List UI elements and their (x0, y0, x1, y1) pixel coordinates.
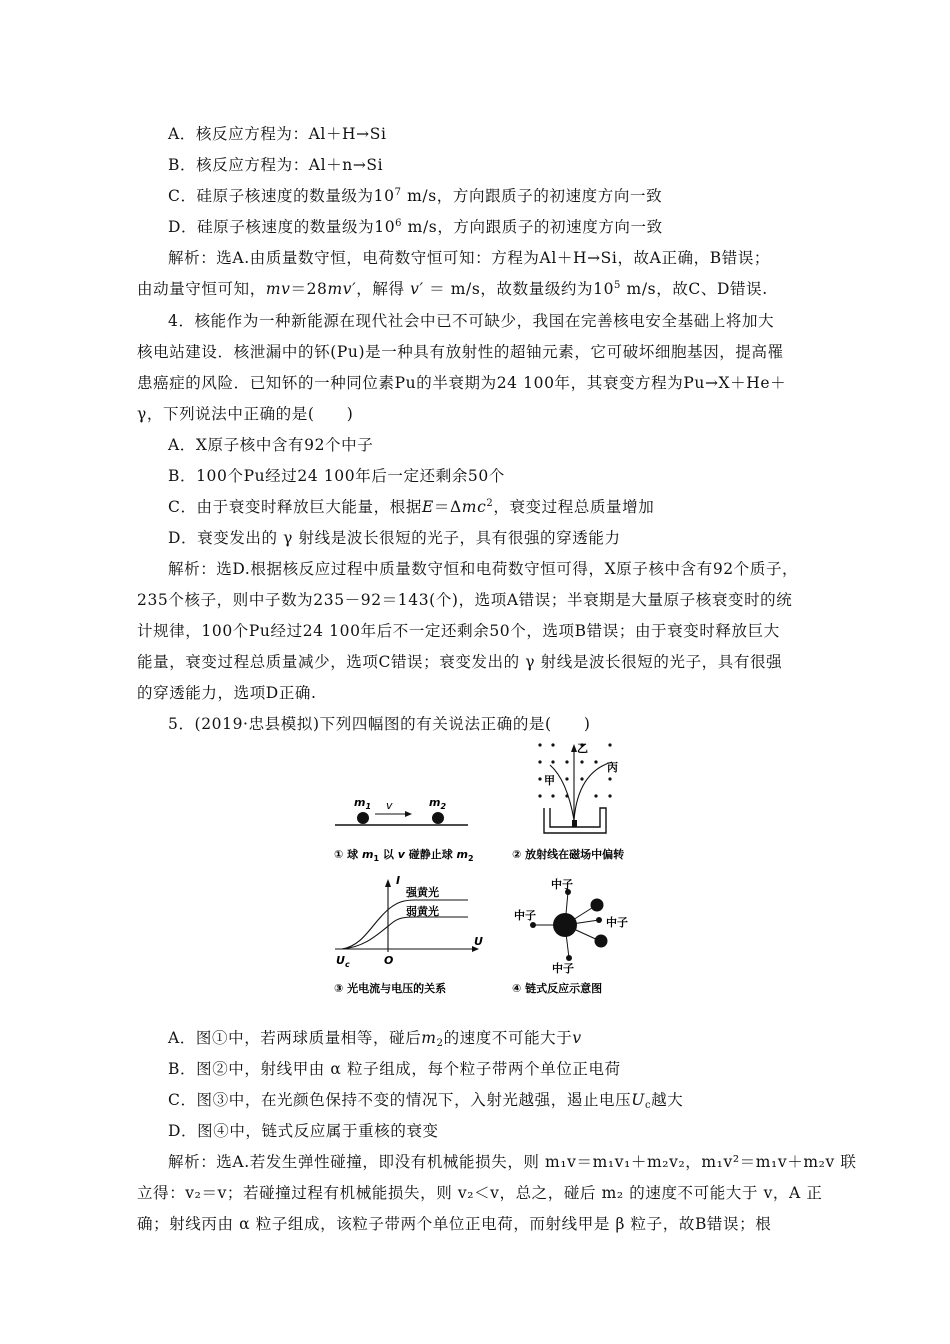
q3-answer-line-1: 解析：选A.由质量数守恒，电荷数守恒可知：方程为Al＋H→Si，故A正确，B错误； (168, 249, 771, 267)
q5-stem: 5．(2019·忠县模拟)下列四幅图的有关说法正确的是( ) (168, 715, 591, 733)
q4-answer-line-3: 计规律，100个Pu经过24 100年后不一定还剩余50个，选项B错误；由于衰变时释放巨大 (137, 622, 780, 640)
panel-2-magnetic-field (512, 742, 624, 861)
q4-stem-line-4: γ，下列说法中正确的是( ) (137, 405, 354, 423)
q3-option-b: B．核反应方程为：Al＋n→Si (168, 156, 384, 174)
label-neutron-bottom: 中子 (552, 962, 574, 975)
label-m1: $m_1$ (354, 796, 372, 811)
q3-option-d: D．硅原子核速度的数量级为$10^6$ m/s，方向跟质子的初速度方向一致 (168, 218, 663, 236)
velocity-arrowhead (405, 811, 412, 817)
label-neutron-top: 中子 (551, 878, 573, 891)
q4-stem-line-3: 患癌症的风险．已知钚的一种同位素Pu的半衰期为24 100年，其衰变方程为Pu→X＋He＋ (137, 374, 787, 392)
label-strong-light: 强黄光 (406, 886, 439, 899)
label-u: U (474, 935, 483, 948)
q4-option-a: A．X原子核中含有92个中子 (168, 436, 374, 454)
label-bing: 丙 (607, 761, 618, 774)
ball-m1 (357, 812, 369, 824)
weak-light-curve (342, 917, 468, 949)
panel-3-photocurrent (334, 874, 483, 995)
q4-answer-line-1: 解析：选D.根据核反应过程中质量数守恒和电荷数守恒可得，X原子核中含有92个质子， (168, 560, 799, 578)
q3-option-c: C．硅原子核速度的数量级为$10^7$ m/s，方向跟质子的初速度方向一致 (168, 187, 663, 205)
q5-answer-line-2: 立得：v₂＝v；若碰撞过程有机械能损失，则 v₂＜v，总之，碰后 m₂ 的速度不可能大于 v，A 正 (137, 1184, 823, 1202)
label-neutron-left: 中子 (514, 909, 536, 922)
caption-3: ③ 光电流与电压的关系 (334, 982, 447, 995)
q4-stem-line-2: 核电站建设．核泄漏中的钚(Pu)是一种具有放射性的超铀元素，它可破坏细胞基因，提高罹 (137, 343, 784, 361)
q3-answer-line-2: 由动量守恒可知，mv＝28mv′，解得 v′ ＝ m/s，故数量级约为$10^5$ m/s，故C、D错误. (137, 280, 768, 298)
q4-option-b: B．100个Pu经过24 100年后一定还剩余50个 (168, 467, 505, 485)
radioactive-source (572, 820, 577, 827)
ball-m2 (432, 812, 444, 824)
q4-answer-line-5: 的穿透能力，选项D正确. (137, 684, 317, 702)
q4-option-c: C．由于衰变时释放巨大能量，根据E＝Δmc$^2$，衰变过程总质量增加 (168, 498, 655, 516)
panel-1-collision (334, 796, 474, 863)
fragment-lower (595, 935, 608, 948)
label-v: v (386, 799, 393, 812)
q5-figure (320, 740, 660, 1005)
label-origin: O (384, 954, 394, 967)
caption-2: ② 放射线在磁场中偏转 (512, 848, 625, 861)
label-yi: 乙 (577, 742, 588, 755)
i-axis-arrowhead (385, 879, 391, 887)
caption-1: ① 球 $m_1$ 以 v 碰静止球 $m_2$ (334, 848, 474, 863)
neutron-right (596, 917, 602, 923)
label-jia: 甲 (544, 774, 555, 787)
strong-light-curve (342, 900, 468, 949)
q5-option-c: C．图③中，在光颜色保持不变的情况下，入射光越强，遏止电压$U_c$越大 (168, 1091, 684, 1111)
neutron-left (530, 922, 536, 928)
q4-option-d: D．衰变发出的 γ 射线是波长很短的光子，具有很强的穿透能力 (168, 529, 621, 547)
label-neutron-right: 中子 (606, 916, 628, 929)
q4-stem-line-1: 4．核能作为一种新能源在现代社会中已不可缺少，我国在完善核电安全基础上将加大 (168, 312, 775, 330)
q5-answer-line-1: 解析：选A.若发生弹性碰撞，即没有机械能损失，则 m₁v＝m₁v₁＋m₂v₂，m₁v²＝m₁v＋m₂v 联 (168, 1153, 857, 1171)
neutron-bottom (566, 955, 572, 961)
label-uc: $U_c$ (336, 954, 350, 969)
panel-4-chain-reaction (512, 877, 628, 995)
q3-option-a: A．核反应方程为：Al＋H→Si (168, 125, 387, 143)
fragment-upper (591, 899, 604, 912)
q4-answer-line-2: 235个核子，则中子数为235－92＝143(个)，选项A错误；半衰期是大量原子核衰变时的统 (137, 591, 793, 609)
caption-4: ④ 链式反应示意图 (512, 982, 603, 995)
label-weak-light: 弱黄光 (406, 905, 439, 918)
q5-option-b: B．图②中，射线甲由 α 粒子组成，每个粒子带两个单位正电荷 (168, 1060, 621, 1078)
label-i: I (396, 874, 401, 887)
q5-figure-svg (320, 740, 660, 1005)
heavy-nucleus (553, 913, 577, 937)
q5-option-d: D．图④中，链式反应属于重核的衰变 (168, 1122, 439, 1140)
label-m2: $m_2$ (429, 796, 447, 811)
q5-answer-line-3: 确；射线丙由 α 粒子组成，该粒子带两个单位正电荷，而射线甲是 β 粒子，故B错误；根 (137, 1215, 772, 1233)
q5-option-a: A．图①中，若两球质量相等，碰后$m_2$的速度不可能大于v (168, 1029, 582, 1049)
q4-answer-line-4: 能量，衰变过程总质量减少，选项C错误；衰变发出的 γ 射线是波长很短的光子，具有很强 (137, 653, 783, 671)
